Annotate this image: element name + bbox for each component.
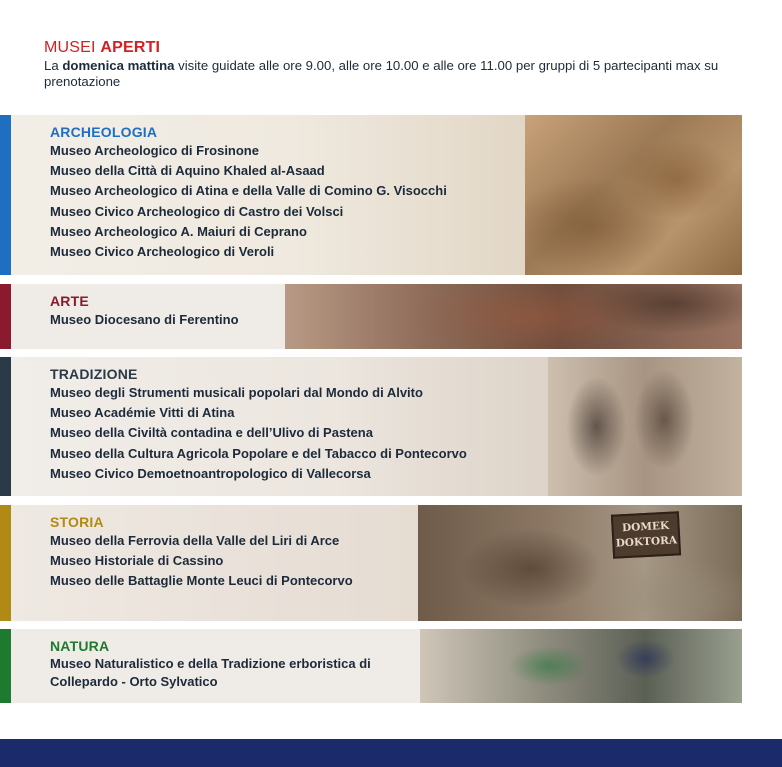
desc-rest: visite guidate alle ore 9.00, alle ore 10.00 e alle ore 11.00 per gruppi di 5 partecipanti max su prenotazione <box>44 58 719 89</box>
section-title: ARTE <box>50 293 89 309</box>
museum-item: Museo della Cultura Agricola Popolare e del Tabacco di Pontecorvo <box>50 445 467 461</box>
section-title: NATURA <box>50 638 110 654</box>
museum-item: Museo Historiale di Cassino <box>50 553 224 569</box>
section-title: STORIA <box>50 514 104 530</box>
domek-doktora-sign: DOMEK DOKTORA <box>611 511 681 558</box>
section-title: TRADIZIONE <box>50 366 138 382</box>
title-bold: APERTI <box>100 39 161 56</box>
footer-band <box>0 739 782 767</box>
section-stripe <box>0 505 11 621</box>
section-storia <box>0 505 742 621</box>
museum-item: Museo Civico Demoetnoantropologico di Vallecorsa <box>50 465 371 481</box>
section-arte <box>0 284 742 349</box>
page-description <box>44 58 764 90</box>
desc-bold: domenica mattina <box>62 58 175 73</box>
museum-item: Museo Archeologico di Atina e della Valle di Comino G. Visocchi <box>50 183 447 199</box>
header <box>44 38 764 90</box>
section-stripe <box>0 284 11 349</box>
section-stripe <box>0 115 11 275</box>
title-regular: MUSEI <box>44 39 101 56</box>
museum-item: Museo Diocesano di Ferentino <box>50 312 239 327</box>
museum-item: Museo Naturalistico e della Tradizione erboristica di Collepardo - Orto Sylvatico <box>50 656 371 689</box>
section-stripe <box>0 629 11 703</box>
museum-item: Museo della Ferrovia della Valle del Liri di Arce <box>50 533 340 548</box>
museum-item: Museo degli Strumenti musicali popolari dal Mondo di Alvito <box>50 385 423 400</box>
section-content <box>50 637 742 691</box>
museum-item: Museo Civico Archeologico di Castro dei Volsci <box>50 203 344 219</box>
museum-item: Museo Académie Vitti di Atina <box>50 405 235 421</box>
museum-item: Museo Archeologico di Frosinone <box>50 143 259 158</box>
museum-item: Museo della Civiltà contadina e dell’Ulivo di Pastena <box>50 425 373 441</box>
section-content <box>50 365 742 484</box>
page-title <box>44 38 764 58</box>
section-archeologia <box>0 115 742 275</box>
museum-item: Museo Archeologico A. Maiuri di Ceprano <box>50 223 307 239</box>
section-natura <box>0 629 742 703</box>
section-content <box>50 123 742 262</box>
desc-prefix: La <box>44 58 63 73</box>
museum-item: Museo delle Battaglie Monte Leuci di Pontecorvo <box>50 573 353 589</box>
section-tradizione <box>0 357 742 496</box>
section-content <box>50 513 742 592</box>
section-content <box>50 292 742 330</box>
section-stripe <box>0 357 11 496</box>
museum-item: Museo della Città di Aquino Khaled al-Asaad <box>50 163 325 179</box>
section-title: ARCHEOLOGIA <box>50 124 158 140</box>
museum-item: Museo Civico Archeologico di Veroli <box>50 244 275 260</box>
